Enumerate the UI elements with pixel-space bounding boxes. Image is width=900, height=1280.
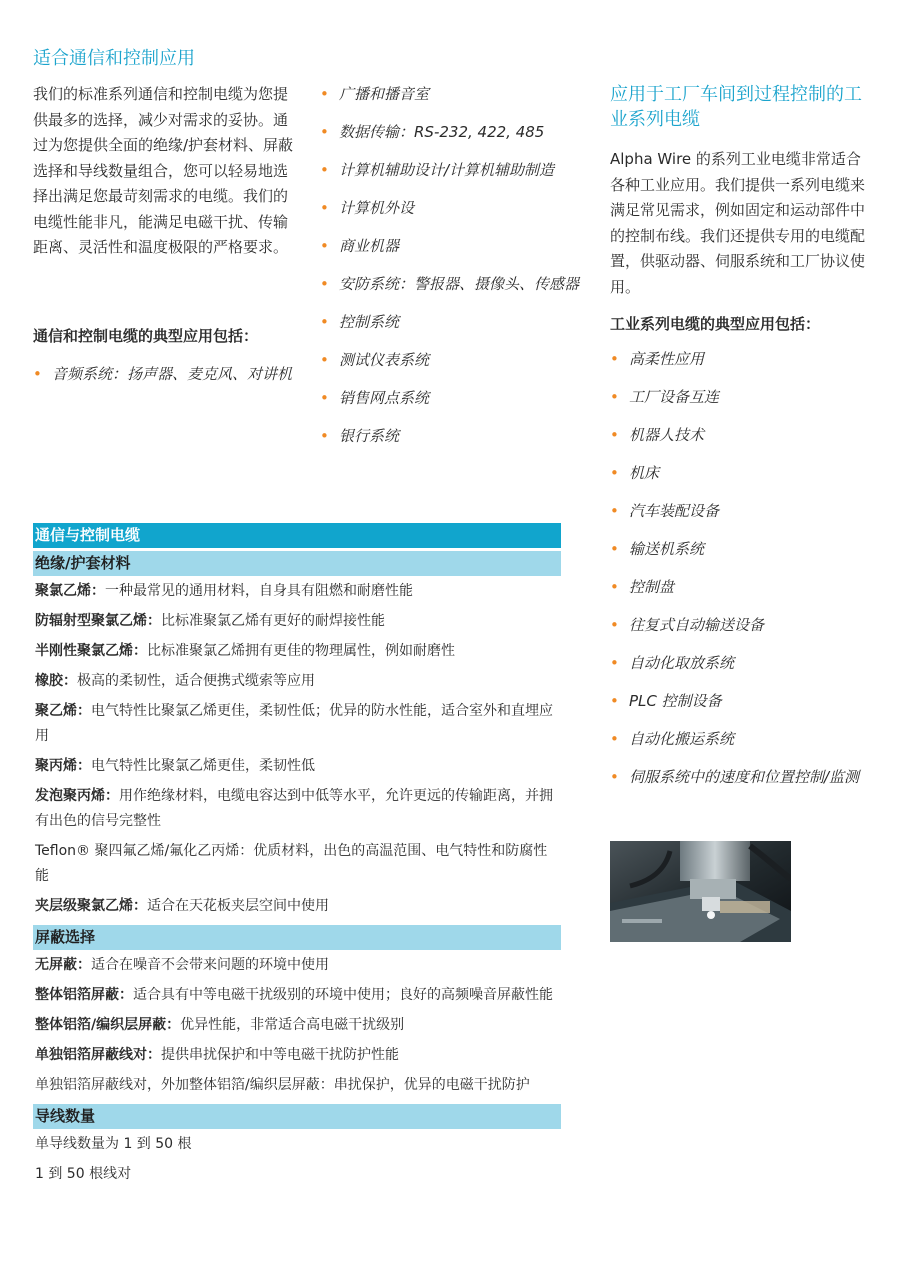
right-heading: 应用于工厂车间到过程控制的工业系列电缆 [610, 84, 862, 130]
row-desc: 提供串扰保护和中等电磁干扰防护性能 [161, 1047, 399, 1063]
row-desc: 一种最常见的通用材料，自身具有阻燃和耐磨性能 [105, 583, 413, 599]
list-item: • 输送机系统 [610, 537, 875, 562]
list-item: • 控制系统 [320, 310, 582, 335]
table-row [33, 751, 561, 781]
list-item: • PLC 控制设备 [610, 689, 875, 714]
row-desc: 电气特性比聚氯乙烯更佳，柔韧性低 [91, 758, 315, 774]
row-desc: 单独铝箔屏蔽线对，外加整体铝箔/编织层屏蔽：串扰保护，优异的电磁干扰防护 [35, 1077, 530, 1093]
table-row [33, 576, 561, 606]
table-row [33, 1129, 561, 1159]
row-desc: Teflon® 聚四氟乙烯/氟化乙丙烯：优质材料，出色的高温范围、电气特性和防腐性能 [35, 843, 548, 884]
row-term: 防辐射型聚氯乙烯： [35, 613, 161, 629]
row-desc: 优异性能，非常适合高电磁干扰级别 [180, 1017, 405, 1033]
list-item: • 广播和播音室 [320, 82, 582, 107]
table-row [33, 891, 561, 921]
list-item: • 汽车装配设备 [610, 499, 875, 524]
list-item: • 自动化搬运系统 [610, 727, 875, 752]
list-item: • 销售网点系统 [320, 386, 582, 411]
section-header-shielding: 屏蔽选择 [33, 925, 561, 950]
table-row [33, 950, 561, 980]
right-intro-paragraph: Alpha Wire 的系列工业电缆非常适合各种工业应用。我们提供一系列电缆来满足常见需求，例如固定和运动部件中的控制布线。我们还提供专用的电缆配置，供驱动器、伺服系统和工厂协议使用。 [610, 150, 866, 296]
row-desc: 单导线数量为 1 到 50 根 [35, 1136, 192, 1152]
list-item: • 伺服系统中的速度和位置控制/监测 [610, 765, 875, 790]
table-row [33, 980, 561, 1010]
list-item: • 安防系统：警报器、摄像头、传感器 [320, 272, 582, 297]
row-desc: 比标准聚氯乙烯有更好的耐焊接性能 [161, 613, 385, 629]
row-term: 半刚性聚氯乙烯： [35, 643, 147, 659]
table-title: 通信与控制电缆 [33, 523, 561, 548]
comm-apps-list-1 [33, 362, 298, 400]
industrial-machine-photo [610, 841, 791, 942]
list-item: • 往复式自动输送设备 [610, 613, 875, 638]
row-desc: 适合在天花板夹层空间中使用 [147, 898, 329, 914]
table-row [33, 636, 561, 666]
row-desc: 电气特性比聚氯乙烯更佳，柔韧性低；优异的防水性能，适合室外和直埋应用 [35, 703, 553, 744]
table-row [33, 666, 561, 696]
left-intro-paragraph: 我们的标准系列通信和控制电缆为您提供最多的选择，减少对需求的妥协。通过为您提供全面的绝缘/护套材料、屏蔽选择和导线数量组合，您可以轻易地选择出满足您最苛刻需求的电缆。我们的电缆性能非凡，能满足电磁干扰、传输距离、灵活性和温度极限的严格要求。 [33, 85, 294, 256]
table-row [33, 836, 561, 891]
row-term: 夹层级聚氯乙烯： [35, 898, 147, 914]
list-item: • 机器人技术 [610, 423, 875, 448]
row-term: 橡胶： [35, 673, 77, 689]
row-term: 聚乙烯： [35, 703, 91, 719]
table-row [33, 781, 561, 836]
comm-apps-title: 通信和控制电缆的典型应用包括： [33, 327, 259, 345]
cable-spec-table [33, 523, 561, 1189]
row-desc: 1 到 50 根线对 [35, 1166, 132, 1182]
list-item: • 机床 [610, 461, 875, 486]
left-heading: 适合通信和控制应用 [33, 48, 195, 69]
row-term: 整体铝箔屏蔽： [35, 987, 133, 1003]
row-desc: 适合在噪音不会带来问题的环境中使用 [91, 957, 329, 973]
list-item: • 控制盘 [610, 575, 875, 600]
row-term: 无屏蔽： [35, 957, 91, 973]
section-header-insulation: 绝缘/护套材料 [33, 551, 561, 576]
table-row [33, 1010, 561, 1040]
table-row [33, 1159, 561, 1189]
section-header-conductors: 导线数量 [33, 1104, 561, 1129]
industrial-apps-title: 工业系列电缆的典型应用包括： [610, 315, 821, 333]
row-term: 聚氯乙烯： [35, 583, 105, 599]
table-row [33, 696, 561, 751]
list-item: • 自动化取放系统 [610, 651, 875, 676]
list-item: • 银行系统 [320, 424, 582, 449]
list-item: • 测试仪表系统 [320, 348, 582, 373]
row-desc: 比标准聚氯乙烯拥有更佳的物理属性，例如耐磨性 [147, 643, 455, 659]
list-item: • 工厂设备互连 [610, 385, 875, 410]
row-term: 单独铝箔屏蔽线对： [35, 1047, 161, 1063]
row-desc: 适合具有中等电磁干扰级别的环境中使用；良好的高频噪音屏蔽性能 [133, 987, 553, 1003]
table-row [33, 1040, 561, 1070]
table-row [33, 1070, 561, 1100]
row-term: 聚丙烯： [35, 758, 91, 774]
comm-apps-list-2 [320, 82, 582, 462]
list-item: • 数据传输：RS-232, 422, 485 [320, 120, 582, 145]
industrial-apps-list [610, 347, 875, 803]
table-row [33, 606, 561, 636]
list-item: • 高柔性应用 [610, 347, 875, 372]
row-desc: 极高的柔韧性，适合便携式缆索等应用 [77, 673, 315, 689]
row-desc: 用作绝缘材料，电缆电容达到中低等水平，允许更远的传输距离，并拥有出色的信号完整性 [35, 788, 553, 829]
row-term: 整体铝箔/编织层屏蔽： [35, 1017, 181, 1033]
row-term: 发泡聚丙烯： [35, 788, 119, 804]
list-item: • 计算机外设 [320, 196, 582, 221]
list-item: • 商业机器 [320, 234, 582, 259]
list-item: • 计算机辅助设计/计算机辅助制造 [320, 158, 582, 183]
list-item: • 音频系统：扬声器、麦克风、对讲机 [33, 362, 298, 387]
